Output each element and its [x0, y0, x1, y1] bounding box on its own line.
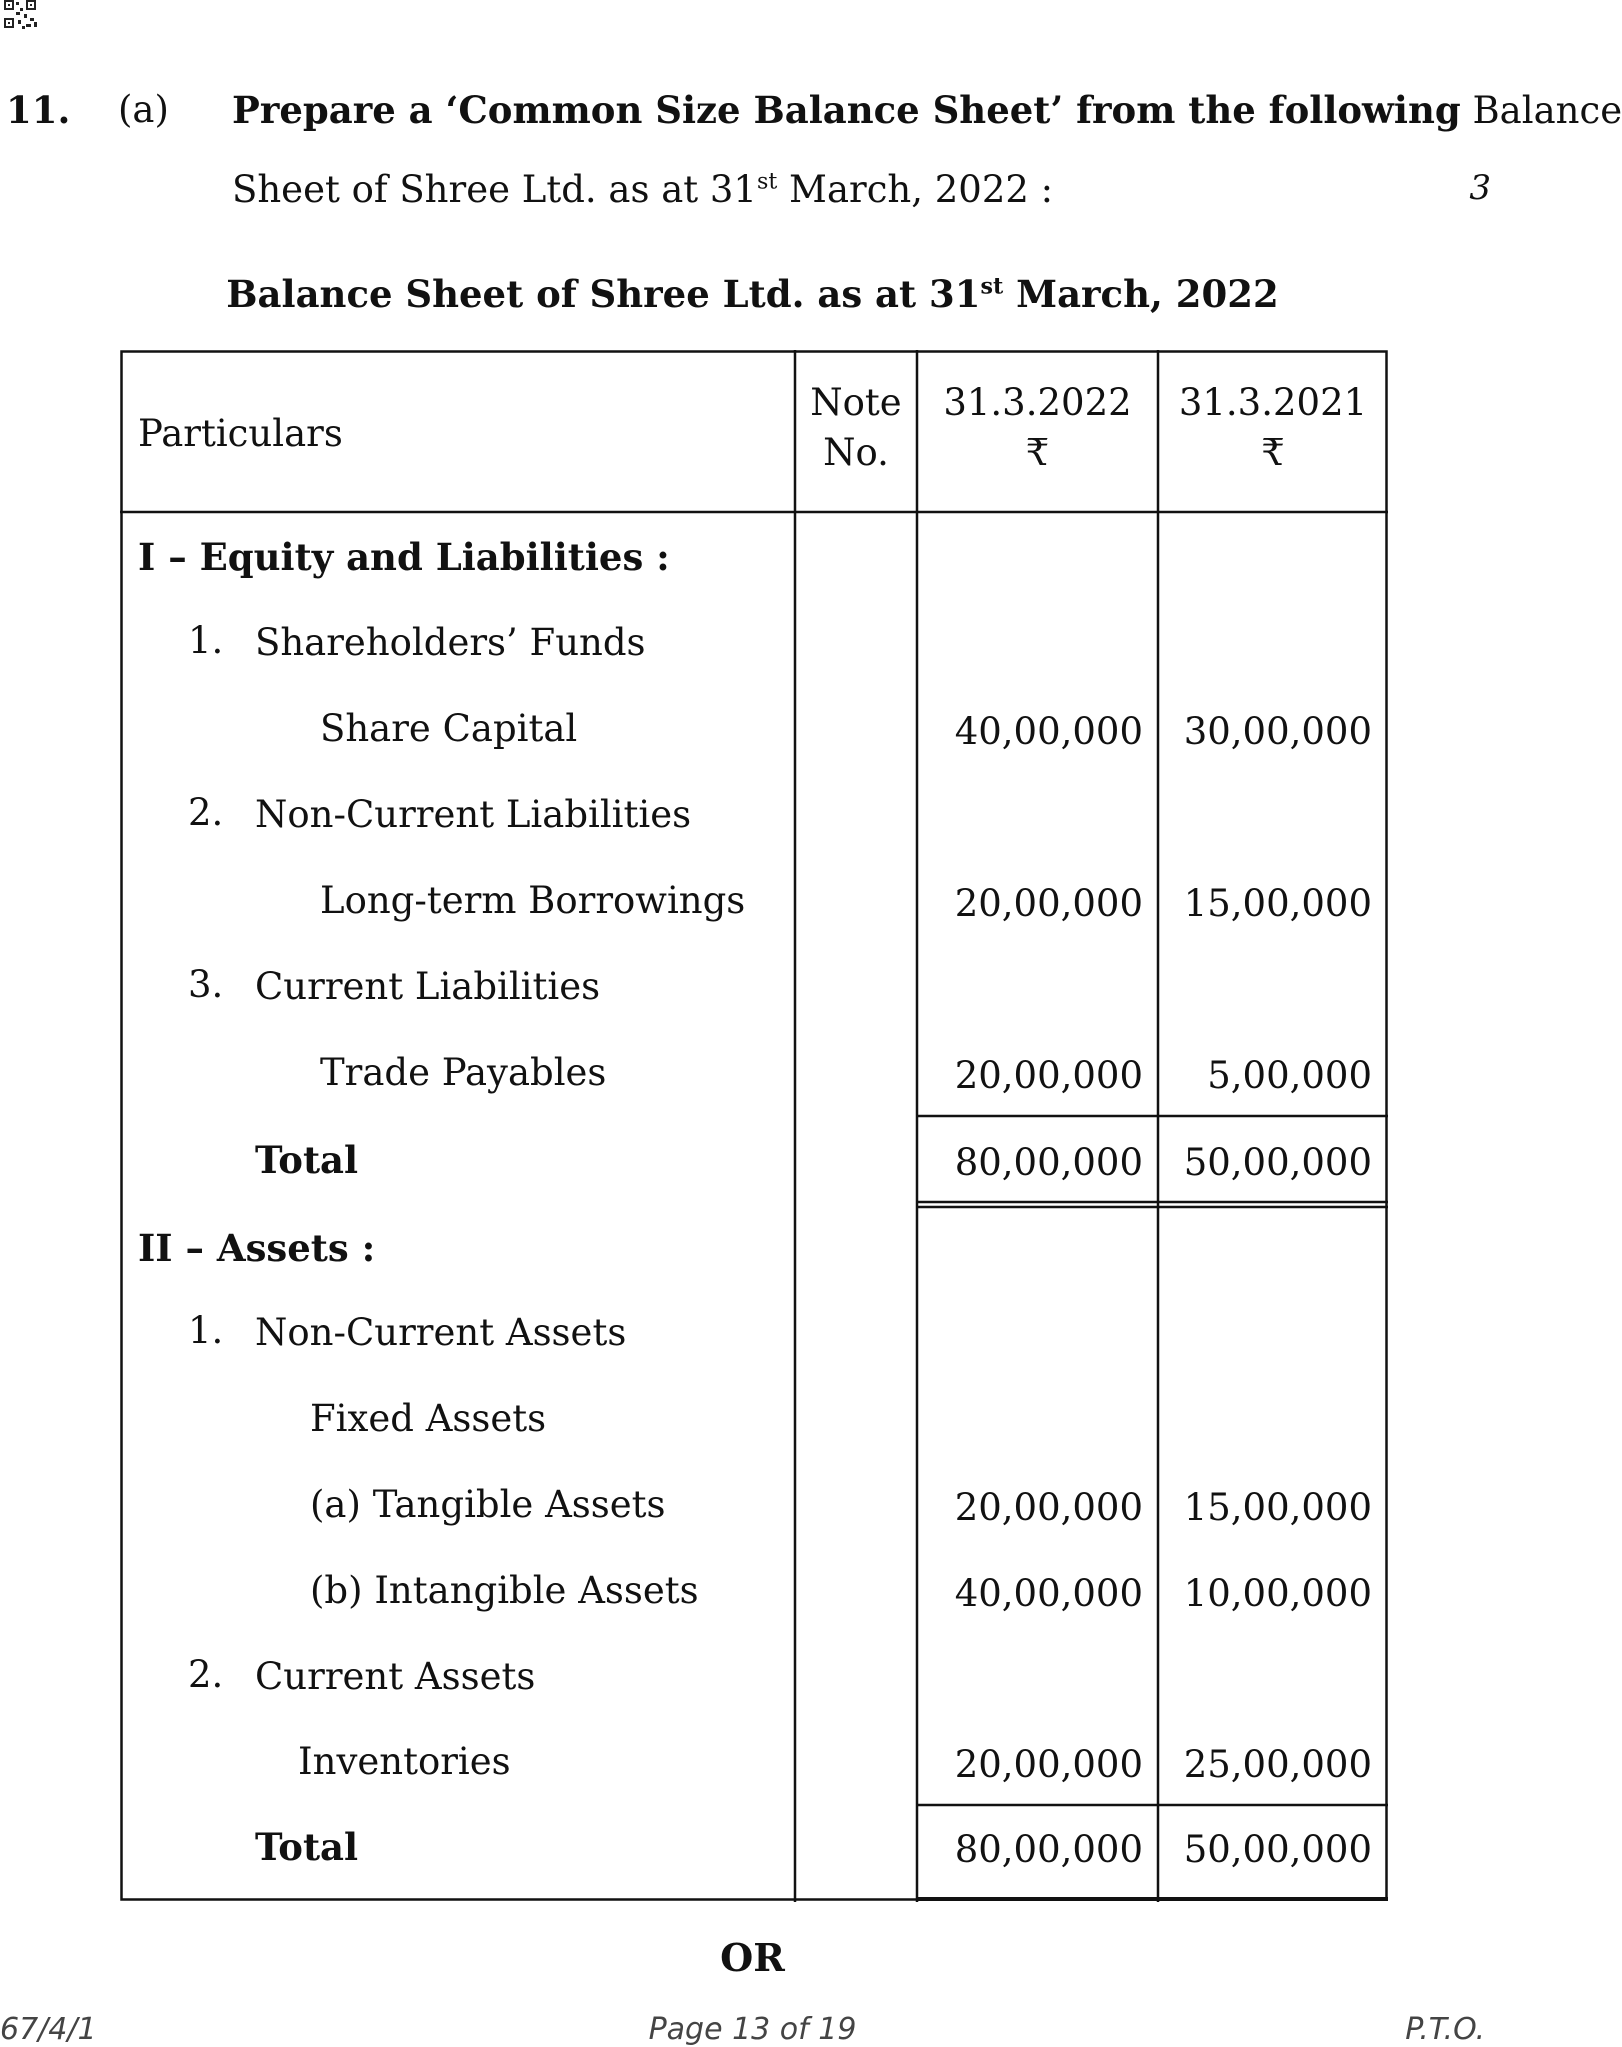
amount-2022: 20,00,000 [954, 1054, 1143, 1097]
header-note-line2: No. [823, 431, 889, 474]
row-label: Total [255, 1825, 359, 1869]
footer-pto: P.T.O. [1405, 2012, 1485, 2047]
header-note-line1: Note [810, 381, 902, 424]
row-label: Non-Current Liabilities [255, 793, 692, 836]
row-number: 3. [188, 963, 224, 1006]
question-part: (a) [118, 88, 169, 131]
row-label: Trade Payables [320, 1051, 607, 1094]
question-text-line2 [232, 168, 1053, 211]
question-text-line1 [232, 88, 1622, 132]
row-label: Shareholders’ Funds [255, 621, 646, 664]
table-title [0, 272, 1505, 316]
question-marks: 3 [1469, 168, 1491, 208]
header-particulars: Particulars [138, 412, 343, 455]
header-col2-year: 31.3.2021 [1178, 381, 1368, 424]
question-line2-sup: st [756, 168, 778, 195]
header-col1-year: 31.3.2022 [943, 381, 1132, 424]
row-label: Current Liabilities [255, 965, 601, 1008]
row-label: II – Assets : [138, 1226, 376, 1270]
row-number: 2. [188, 791, 224, 834]
row-label: Long-term Borrowings [320, 879, 746, 922]
question-line2-text: Sheet of Shree Ltd. as at 31 [232, 168, 757, 211]
amount-2022: 80,00,000 [954, 1828, 1143, 1871]
amount-2021: 50,00,000 [1183, 1828, 1372, 1871]
table-title-end: March, 2022 [1003, 272, 1279, 316]
row-label: (a) Tangible Assets [310, 1483, 666, 1526]
amount-2021: 10,00,000 [1183, 1572, 1372, 1615]
header-col2-unit: ₹ [1261, 431, 1285, 474]
or-divider: OR [720, 1935, 785, 1980]
question-number: 11. [6, 88, 71, 132]
row-label: Total [255, 1138, 359, 1182]
footer-page-number: Page 13 of 19 [648, 2012, 857, 2047]
row-label: Fixed Assets [310, 1397, 547, 1440]
amount-2021: 30,00,000 [1183, 710, 1372, 753]
qr-code-icon [4, 0, 44, 30]
row-label: Inventories [298, 1740, 511, 1783]
table-title-text: Balance Sheet of Shree Ltd. as at 31 [226, 272, 981, 316]
amount-2021: 15,00,000 [1183, 882, 1372, 925]
row-label: Non-Current Assets [255, 1311, 627, 1354]
amount-2022: 40,00,000 [954, 710, 1143, 753]
amount-2022: 20,00,000 [954, 1486, 1143, 1529]
header-note-no [795, 378, 917, 478]
row-label: Current Assets [255, 1655, 536, 1698]
row-label: (b) Intangible Assets [310, 1569, 699, 1612]
row-number: 1. [188, 619, 224, 662]
question-text-bold: Prepare a ‘Common Size Balance Sheet’ from the following [232, 88, 1461, 132]
row-number: 1. [188, 1309, 224, 1352]
header-col-2021 [1158, 378, 1388, 478]
row-label: I – Equity and Liabilities : [138, 535, 670, 579]
row-label: Share Capital [320, 707, 578, 750]
amount-2021: 25,00,000 [1183, 1743, 1372, 1786]
row-number: 2. [188, 1653, 224, 1696]
footer-paper-code: 67/4/1 [0, 2012, 97, 2047]
amount-2022: 80,00,000 [954, 1141, 1143, 1184]
amount-2022: 20,00,000 [954, 882, 1143, 925]
amount-2021: 15,00,000 [1183, 1486, 1372, 1529]
question-line2-end: March, 2022 : [777, 168, 1054, 211]
header-col1-unit: ₹ [1025, 431, 1050, 474]
table-title-sup: st [980, 273, 1004, 300]
amount-2021: 50,00,000 [1183, 1141, 1372, 1184]
amount-2021: 5,00,000 [1207, 1054, 1372, 1097]
question-text-normal: Balance [1460, 89, 1622, 132]
balance-sheet-table [120, 350, 1388, 1902]
amount-2022: 20,00,000 [954, 1743, 1143, 1786]
header-col-2022 [917, 378, 1158, 478]
amount-2022: 40,00,000 [954, 1572, 1143, 1615]
